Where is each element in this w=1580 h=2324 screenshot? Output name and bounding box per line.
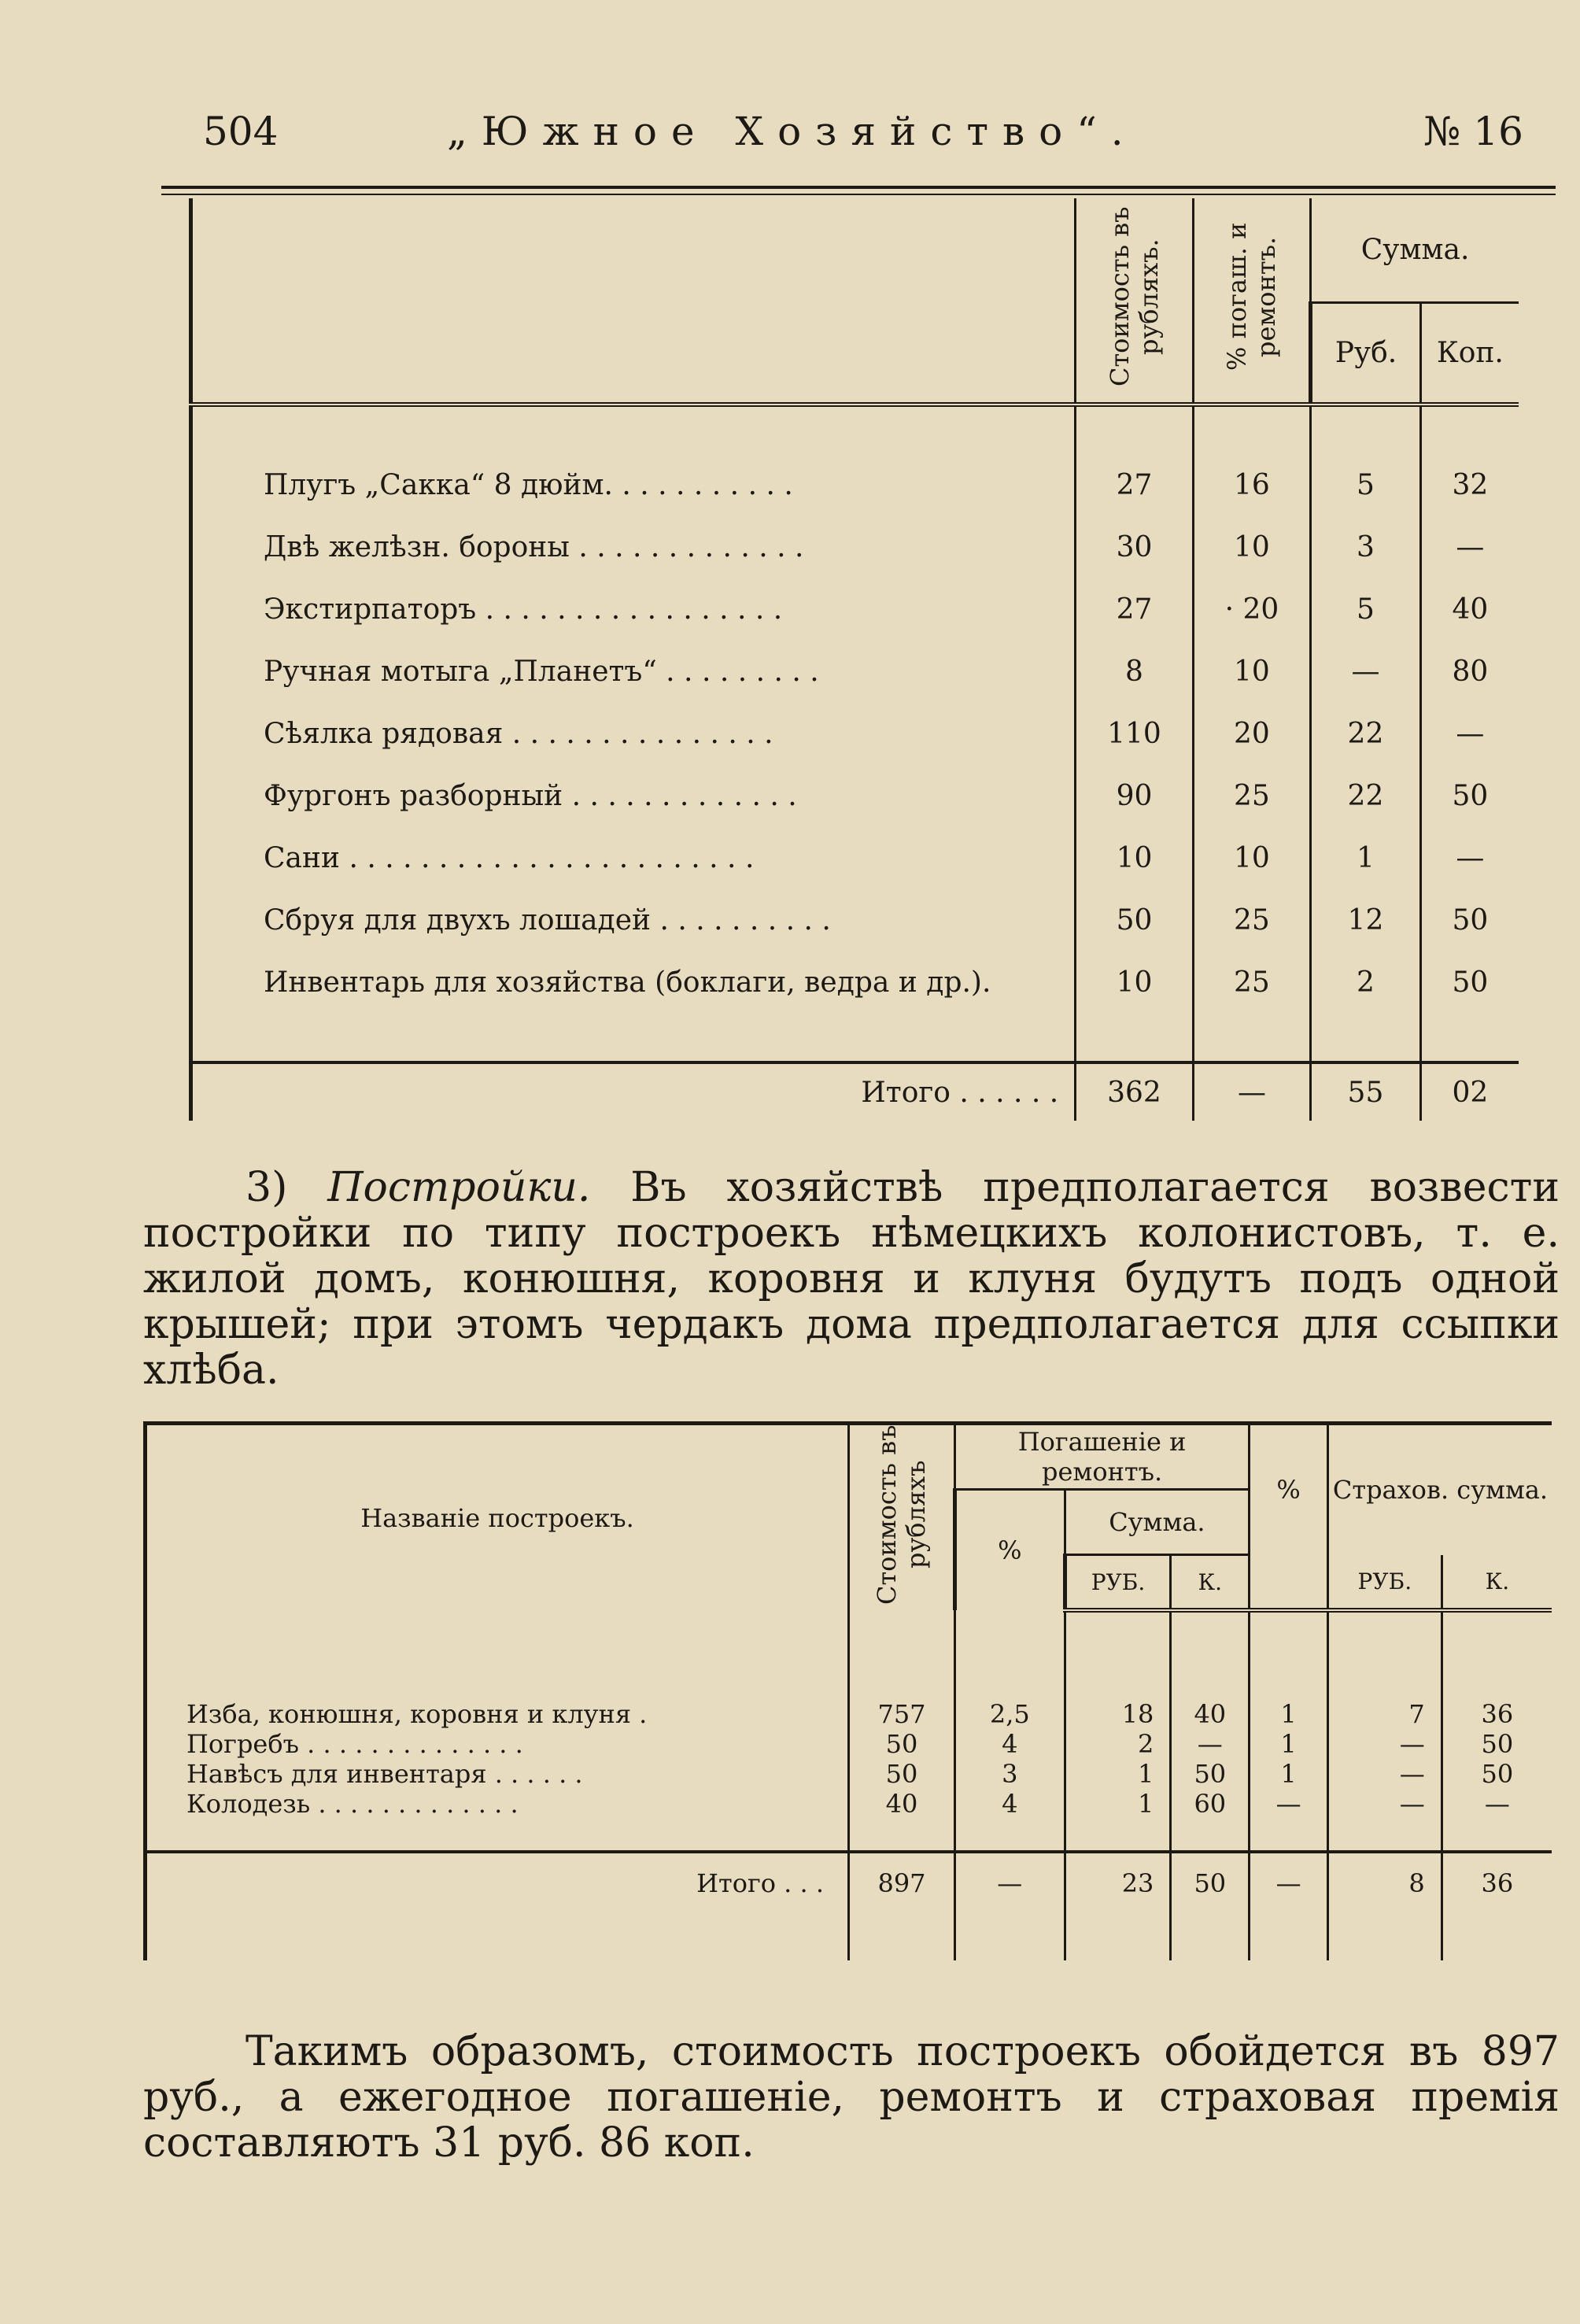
percent-header: % погаш. и ремонтъ.: [1193, 198, 1310, 405]
total-row: Итого . . . . . . 362 — 55 02: [191, 1062, 1519, 1121]
building-name-header: Названіе построекъ.: [146, 1424, 849, 1611]
equipment-table: [189, 198, 1519, 1121]
building-cost-header: Стоимость въ рубляхъ: [849, 1424, 955, 1611]
table-row: Сѣялка рядовая . . . . . . . . . . . . . . . 110 20 22 —: [191, 703, 1519, 765]
total-row: Итого . . . 897 — 23 50 — 8 36: [146, 1852, 1552, 1913]
table-row: Навѣсъ для инвентаря . . . . . . 50 3 1 50 1 — 50: [146, 1759, 1552, 1789]
page-header: [203, 109, 1523, 172]
section-number: 3): [245, 1164, 288, 1211]
table-row: Сбруя для двухъ лошадей . . . . . . . . . . 50 25 12 50: [191, 889, 1519, 951]
journal-title: „Южное Хозяйство“.: [447, 109, 1138, 154]
table-row: Инвентарь для хозяйства (боклаги, ведра и др.). 10 25 2 50: [191, 951, 1519, 1014]
page-number: 504: [203, 109, 279, 154]
sum-header: Сумма.: [1311, 198, 1519, 302]
table-row: Двѣ желѣзн. бороны . . . . . . . . . . . . . 30 10 3 —: [191, 516, 1519, 578]
repair-sum-header: Сумма.: [1065, 1490, 1250, 1555]
section-heading: Постройки.: [327, 1164, 591, 1211]
table-row: Экстирпаторъ . . . . . . . . . . . . . . . . . 27 · 20 5 40: [191, 578, 1519, 641]
buildings-table: [143, 1421, 1552, 1960]
paragraph-text: Въ хозяйствѣ предполагается возвести постройки по типу построекъ нѣмецкихъ колонистовъ, т. е. жилой домъ, конюшня, коровня и клуня будутъ подъ одной крышей; при этомъ чердакъ дома предполагается для ссыпки хлѣба.: [143, 1164, 1560, 1394]
header-rule: [161, 186, 1556, 189]
buildings-paragraph: [143, 1165, 1560, 1393]
issue-number: № 16: [1423, 109, 1523, 154]
table-row: Плугъ „Сакка“ 8 дюйм. . . . . . . . . . . 27 16 5 32: [191, 454, 1519, 516]
repair-header: Погашеніе и ремонтъ.: [954, 1424, 1249, 1490]
cost-header: Стоимость въ рубляхъ.: [1076, 198, 1193, 405]
insurance-kop-header: К.: [1442, 1555, 1552, 1611]
repair-percent-header: %: [954, 1490, 1065, 1611]
repair-kop-header: К.: [1171, 1555, 1250, 1611]
header-rule-thin: [161, 194, 1556, 195]
rub-header: Руб.: [1311, 302, 1421, 405]
table-row: Фургонъ разборный . . . . . . . . . . . . . 90 25 22 50: [191, 765, 1519, 827]
table-row: Ручная мотыга „Планетъ“ . . . . . . . . . 8 10 — 80: [191, 641, 1519, 703]
paragraph-text: Такимъ образомъ, стоимость построекъ обойдется въ 897 руб., а ежегодное погашеніе, ремонтъ и страховая премія составляютъ 31 руб. 86 коп.: [143, 2028, 1560, 2167]
equipment-name-header: [191, 198, 1076, 405]
insurance-percent-header: %: [1250, 1424, 1328, 1555]
table-row: Погребъ . . . . . . . . . . . . . . 50 4 2 — 1 — 50: [146, 1729, 1552, 1759]
insurance-rub-header: РУБ.: [1327, 1555, 1442, 1611]
insurance-header: Страхов. сумма.: [1327, 1424, 1552, 1555]
table-row: Изба, конюшня, коровня и клуня . 757 2,5 18 40 1 7 36: [146, 1699, 1552, 1729]
summary-paragraph: [143, 2029, 1560, 2166]
repair-rub-header: РУБ.: [1065, 1555, 1171, 1611]
table-row: Колодезь . . . . . . . . . . . . . 40 4 1 60 — — —: [146, 1789, 1552, 1819]
table-row: Сани . . . . . . . . . . . . . . . . . . . . . . . 10 10 1 —: [191, 827, 1519, 889]
kop-header: Коп.: [1420, 302, 1519, 405]
